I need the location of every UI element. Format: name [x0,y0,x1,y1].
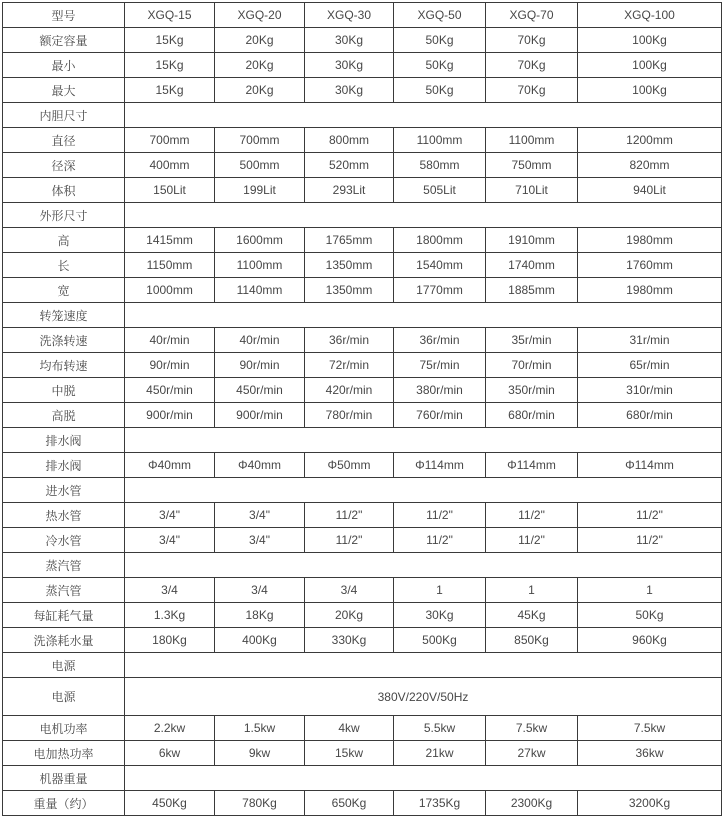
value-cell: 650Kg [305,791,394,816]
value-cell: 150Lit [125,178,215,203]
section-row [3,303,722,328]
value-cell: 500Kg [394,628,486,653]
value-cell: 31r/min [578,328,722,353]
value-cell: 40r/min [215,328,305,353]
value-cell: 400Kg [215,628,305,653]
value-cell: Φ114mm [578,453,722,478]
value-cell: 70Kg [486,53,578,78]
section-spacer [125,303,722,328]
value-cell: 1350mm [305,253,394,278]
value-cell: Φ114mm [394,453,486,478]
value-cell: 710Lit [486,178,578,203]
value-cell: 15Kg [125,53,215,78]
value-cell: 1885mm [486,278,578,303]
value-cell: 180Kg [125,628,215,653]
value-cell: 6kw [125,741,215,766]
value-cell: Φ40mm [125,453,215,478]
value-cell: 350r/min [486,378,578,403]
table-row [3,503,722,528]
row-label: 电源 [3,678,125,716]
value-cell: 1415mm [125,228,215,253]
value-cell: 3/4" [125,503,215,528]
value-cell: 18Kg [215,603,305,628]
value-cell: 75r/min [394,353,486,378]
row-label: 排水阀 [3,453,125,478]
row-label: 均布转速 [3,353,125,378]
value-cell: 1 [578,578,722,603]
value-cell: 20Kg [215,78,305,103]
value-cell: 310r/min [578,378,722,403]
value-cell: 4kw [305,716,394,741]
value-cell: 505Lit [394,178,486,203]
value-cell: 7.5kw [486,716,578,741]
row-label: 径深 [3,153,125,178]
value-cell: 380r/min [394,378,486,403]
row-label: 高脱 [3,403,125,428]
section-row [3,553,722,578]
value-cell: 700mm [215,128,305,153]
value-cell: 3200Kg [578,791,722,816]
value-cell: 5.5kw [394,716,486,741]
row-label: 电机功率 [3,716,125,741]
value-cell: 3/4 [125,578,215,603]
value-cell: 293Lit [305,178,394,203]
spec-table [2,2,722,816]
value-cell: 21kw [394,741,486,766]
value-cell: 1.3Kg [125,603,215,628]
section-row [3,103,722,128]
value-cell: Φ40mm [215,453,305,478]
value-cell: 1100mm [215,253,305,278]
value-cell: 30Kg [305,78,394,103]
table-row [3,528,722,553]
value-cell: 90r/min [215,353,305,378]
value-cell: 500mm [215,153,305,178]
value-cell: 1540mm [394,253,486,278]
row-label: 外形尺寸 [3,203,125,228]
value-cell: 750mm [486,153,578,178]
value-cell: 1350mm [305,278,394,303]
value-cell: 70Kg [486,78,578,103]
value-cell: 850Kg [486,628,578,653]
value-cell: 1735Kg [394,791,486,816]
value-cell: 420r/min [305,378,394,403]
value-cell: 330Kg [305,628,394,653]
table-row [3,353,722,378]
column-header: XGQ-70 [486,3,578,28]
section-spacer [125,553,722,578]
value-cell: 400mm [125,153,215,178]
value-cell: Φ114mm [486,453,578,478]
value-cell: 11/2" [486,503,578,528]
power-supply-row [3,678,722,716]
value-cell: 2300Kg [486,791,578,816]
value-cell: 20Kg [305,603,394,628]
value-cell: 11/2" [486,528,578,553]
value-cell: 1740mm [486,253,578,278]
section-row [3,478,722,503]
table-row [3,153,722,178]
value-cell: 700mm [125,128,215,153]
row-label: 直径 [3,128,125,153]
table-row [3,28,722,53]
value-cell: 680r/min [578,403,722,428]
value-cell: 940Lit [578,178,722,203]
row-label: 最大 [3,78,125,103]
value-cell: 2.2kw [125,716,215,741]
row-label: 冷水管 [3,528,125,553]
value-cell: 65r/min [578,353,722,378]
value-cell: 1770mm [394,278,486,303]
value-cell: 30Kg [394,603,486,628]
value-cell: 450r/min [215,378,305,403]
value-cell: 1100mm [486,128,578,153]
value-cell: 3/4" [125,528,215,553]
value-cell: 70Kg [486,28,578,53]
value-cell: 1200mm [578,128,722,153]
value-cell: 36kw [578,741,722,766]
value-cell: 1760mm [578,253,722,278]
value-cell: 3/4 [215,578,305,603]
row-label: 每缸耗气量 [3,603,125,628]
column-header: XGQ-50 [394,3,486,28]
value-cell: 1765mm [305,228,394,253]
value-cell: 760r/min [394,403,486,428]
row-label: 内胆尺寸 [3,103,125,128]
value-cell: 1800mm [394,228,486,253]
power-supply-value: 380V/220V/50Hz [125,678,722,716]
table-row [3,791,722,816]
section-spacer [125,203,722,228]
value-cell: 11/2" [578,528,722,553]
value-cell: 3/4" [215,528,305,553]
value-cell: 3/4" [215,503,305,528]
table-row [3,278,722,303]
value-cell: 450r/min [125,378,215,403]
value-cell: 50Kg [394,78,486,103]
section-spacer [125,766,722,791]
table-row [3,378,722,403]
value-cell: 1100mm [394,128,486,153]
value-cell: 900r/min [125,403,215,428]
value-cell: 50Kg [394,53,486,78]
row-label: 体积 [3,178,125,203]
value-cell: 100Kg [578,53,722,78]
table-header-row [3,3,722,28]
row-label: 型号 [3,3,125,28]
row-label: 洗涤耗水量 [3,628,125,653]
row-label: 洗涤转速 [3,328,125,353]
value-cell: 800mm [305,128,394,153]
column-header: XGQ-100 [578,3,722,28]
section-spacer [125,478,722,503]
value-cell: 1980mm [578,228,722,253]
value-cell: 35r/min [486,328,578,353]
table-row [3,453,722,478]
value-cell: 36r/min [394,328,486,353]
column-header: XGQ-15 [125,3,215,28]
value-cell: 72r/min [305,353,394,378]
value-cell: 50Kg [578,603,722,628]
value-cell: 30Kg [305,53,394,78]
value-cell: 1.5kw [215,716,305,741]
row-label: 机器重量 [3,766,125,791]
value-cell: 820mm [578,153,722,178]
table-row [3,403,722,428]
value-cell: 580mm [394,153,486,178]
table-row [3,716,722,741]
row-label: 转笼速度 [3,303,125,328]
value-cell: 1910mm [486,228,578,253]
value-cell: 40r/min [125,328,215,353]
value-cell: 50Kg [394,28,486,53]
value-cell: Φ50mm [305,453,394,478]
value-cell: 680r/min [486,403,578,428]
value-cell: 3/4 [305,578,394,603]
value-cell: 780Kg [215,791,305,816]
section-row [3,653,722,678]
value-cell: 100Kg [578,28,722,53]
table-row [3,253,722,278]
value-cell: 11/2" [394,528,486,553]
value-cell: 100Kg [578,78,722,103]
row-label: 高 [3,228,125,253]
value-cell: 30Kg [305,28,394,53]
value-cell: 11/2" [305,528,394,553]
section-row [3,428,722,453]
value-cell: 1 [486,578,578,603]
value-cell: 520mm [305,153,394,178]
section-row [3,203,722,228]
value-cell: 7.5kw [578,716,722,741]
value-cell: 11/2" [305,503,394,528]
section-row [3,766,722,791]
row-label: 蒸汽管 [3,578,125,603]
value-cell: 15kw [305,741,394,766]
table-row [3,603,722,628]
value-cell: 960Kg [578,628,722,653]
value-cell: 199Lit [215,178,305,203]
value-cell: 9kw [215,741,305,766]
section-spacer [125,428,722,453]
section-spacer [125,653,722,678]
section-spacer [125,103,722,128]
row-label: 宽 [3,278,125,303]
table-row [3,628,722,653]
table-row [3,128,722,153]
value-cell: 450Kg [125,791,215,816]
row-label: 中脱 [3,378,125,403]
table-row [3,53,722,78]
row-label: 进水管 [3,478,125,503]
row-label: 重量（约） [3,791,125,816]
table-row [3,178,722,203]
table-row [3,328,722,353]
value-cell: 15Kg [125,78,215,103]
value-cell: 27kw [486,741,578,766]
value-cell: 20Kg [215,28,305,53]
table-row [3,78,722,103]
row-label: 电源 [3,653,125,678]
value-cell: 1980mm [578,278,722,303]
value-cell: 1000mm [125,278,215,303]
value-cell: 11/2" [578,503,722,528]
value-cell: 780r/min [305,403,394,428]
value-cell: 1150mm [125,253,215,278]
table-row [3,228,722,253]
value-cell: 90r/min [125,353,215,378]
row-label: 最小 [3,53,125,78]
value-cell: 15Kg [125,28,215,53]
table-row [3,578,722,603]
row-label: 电加热功率 [3,741,125,766]
value-cell: 1 [394,578,486,603]
value-cell: 20Kg [215,53,305,78]
value-cell: 900r/min [215,403,305,428]
value-cell: 1600mm [215,228,305,253]
value-cell: 70r/min [486,353,578,378]
row-label: 热水管 [3,503,125,528]
value-cell: 45Kg [486,603,578,628]
value-cell: 36r/min [305,328,394,353]
column-header: XGQ-30 [305,3,394,28]
table-row [3,741,722,766]
row-label: 蒸汽管 [3,553,125,578]
value-cell: 1140mm [215,278,305,303]
value-cell: 11/2" [394,503,486,528]
row-label: 排水阀 [3,428,125,453]
row-label: 额定容量 [3,28,125,53]
column-header: XGQ-20 [215,3,305,28]
row-label: 长 [3,253,125,278]
